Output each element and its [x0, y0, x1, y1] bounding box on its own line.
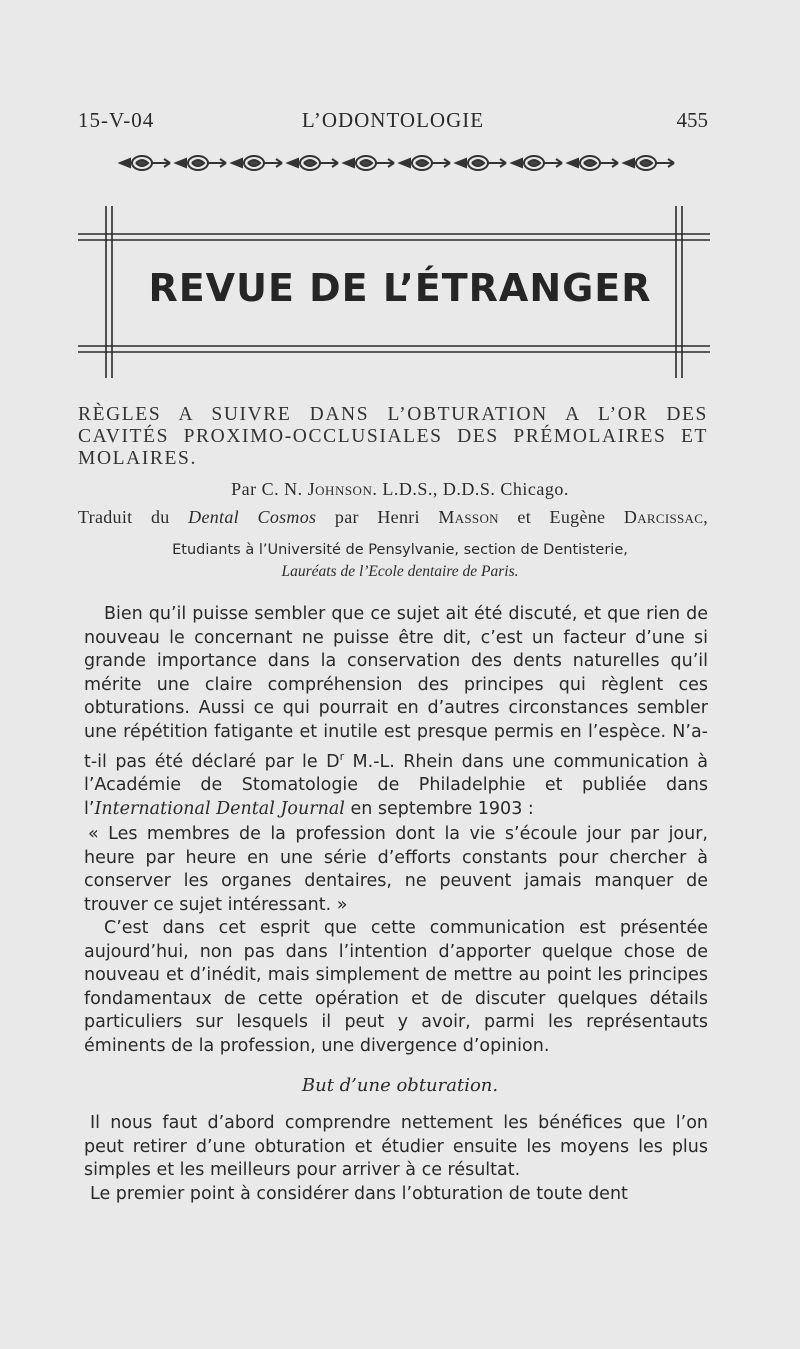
paragraph-5: Le premier point à considérer dans l’obturation de toute dent — [90, 1184, 628, 1204]
issue-date: 15-V-04 — [78, 108, 155, 132]
journal-name: L’ODONTOLOGIE — [301, 108, 485, 132]
affiliation-line: Etudiants à l’Université de Pensylvanie, section de Dentisterie, — [172, 542, 628, 558]
section-title: REVUE DE L’ÉTRANGER — [148, 266, 652, 310]
paragraph-3: C’est dans cet esprit que cette communication est présentée aujourd’hui, non pas dans l’intention d’apporter quelque chose de nouveau et d’inédit, mais simplement de mettre au point les principes fondamentaux de cette opération et de discuter quelques détails particuliers sur lesquels il peut y avoir, parmi les représentauts éminents de la profession, une divergence d’opinion. — [84, 918, 708, 1056]
running-head — [78, 108, 708, 138]
paragraph-1: Bien qu’il puisse sembler que ce sujet ait été discuté, et que rien de nouveau le concernant ne puisse être dit, c’est un facteur d’une si grande importance dans la conservation des dents naturelles qu’il mérite une claire compréhension des principes qui règlent ces obturations. Aussi ce qui pourrait en d’autres circonstances sembler une répétition fatigante et inutile est presque permis en l’espèce. N’a-t-il pas été déclaré par le $D^r$ M.-L. Rhein dans une communication à l’Académie de Stomatologie de Philadelphie et publiée dans l’International Dental Journal en septembre 1903 : — [84, 604, 708, 819]
paragraph-4: Il nous faut d’abord comprendre nettement les bénéfices que l’on peut retirer d’une obturation et étudier ensuite les moyens les plus simples et les meilleurs pour arriver à ce résultat. — [84, 1113, 708, 1181]
translator-line: Traduit du Dental Cosmos par Henri Masson et Eugène Darcissac, — [78, 507, 708, 527]
author-line: Par C. N. Johnson. L.D.S., D.D.S. Chicago. — [231, 479, 569, 499]
laureates-line: Lauréats de l’Ecole dentaire de Paris. — [281, 563, 519, 580]
page-number: 455 — [676, 108, 708, 132]
paragraph-quote: « Les membres de la profession dont la vie s’écoule jour par jour, heure par heure en une série d’efforts constants pour chercher à conserver les organes dentaires, ne peuvent jamais manquer de trouver ce sujet intéressant. » — [84, 824, 708, 915]
article-title: RÈGLES A SUIVRE DANS L’OBTURATION A L’OR DES CAVITÉS PROXIMO-OCCLUSIALES DES PRÉMOLAIRES ET MOLAIRES. — [78, 404, 708, 469]
subheading: But d’une obturation. — [301, 1075, 499, 1096]
ornamental-border — [118, 150, 684, 176]
